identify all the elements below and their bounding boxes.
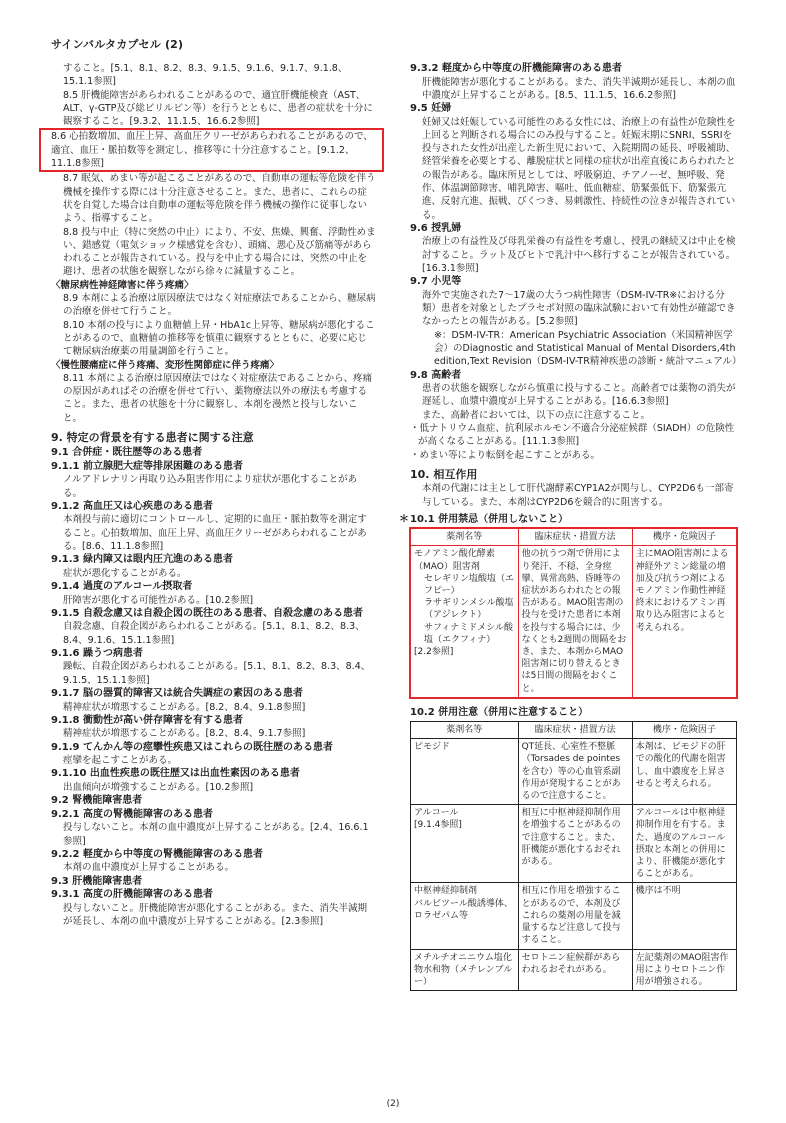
table-row: [411, 546, 737, 697]
paragraph-8-11: 8.11 本剤による治療は原因療法ではなく対症療法であることから、疼痛の原因があればその治療を併せて行い、薬物療法以外の療法も考慮すること。また、患者の状態を十分に観察し、本剤を漫然と投与しないこと。: [63, 372, 373, 424]
drug-line: セレギリン塩酸塩（エフピー）: [424, 573, 515, 596]
heading-9-1-3: 9.1.3 緑内障又は眼内圧亢進のある患者: [51, 554, 233, 566]
text-9-8-d: ・めまい等により転倒を起こすことがある。: [410, 449, 601, 461]
heading-9-1-9: 9.1.9 てんかん等の痙攣性疾患又はこれらの既往歴のある患者: [51, 741, 333, 753]
heading-9-1-2: 9.1.2 高血圧又は心疾患のある患者: [51, 500, 213, 512]
drug-line: [2.2参照]: [414, 646, 454, 657]
table-10-1-title-text: 10.1 併用禁忌（併用しないこと）: [410, 513, 569, 525]
table-cell: QT延長、心室性不整脈（Torsades de pointesを含む）等の心血管系副作用が発現することがあるので注意すること。: [518, 739, 632, 805]
heading-9-1-1: 9.1.1 前立腺肥大症等排尿困難のある患者: [51, 460, 243, 472]
heading-chronic-pain: 〈慢性腰痛症に伴う疼痛、変形性関節症に伴う疼痛〉: [51, 359, 280, 371]
paragraph-8-4-tail: すること。[5.1、8.1、8.2、8.3、9.1.5、9.1.6、9.1.7、9.1.8、15.1.1参照]: [63, 63, 348, 88]
text-9-2-2: 本剤の血中濃度が上昇することがある。: [63, 862, 235, 874]
heading-9-3: 9.3 肝機能障害患者: [51, 875, 143, 887]
table-cell: 相互に中枢神経抑制作用を増強することがあるので注意すること。また、肝機能が悪化するおそれがある。: [518, 805, 632, 883]
table-row: [411, 883, 737, 949]
note-dsm: ※：DSM-IV-TR：American Psychiatric Association（米国精神医学会）のDiagnostic and Statistical Manual of Mental Disorders,4th edition,Text Revision（DSM-IV-TR精神疾患の診断・統計マニュアル）: [434, 329, 742, 368]
paragraph-8-6-highlighted: 8.6 心拍数増加、血圧上昇、高血圧クリーゼがあらわれることがあるので、適宜、血圧・脈拍数等を測定し、推移等に十分注意すること。[9.1.2、11.1.8参照]: [39, 128, 384, 172]
table-cell-drug: メチルチオニニウム塩化物水和物（メチレンブルー）: [411, 949, 519, 991]
heading-9-3-2: 9.3.2 軽度から中等度の肝機能障害のある患者: [410, 63, 622, 74]
heading-9-1-7: 9.1.7 脳の器質的障害又は統合失調症の素因のある患者: [51, 688, 303, 700]
table-cell-drug: [411, 546, 519, 697]
heading-9-2: 9.2 腎機能障害患者: [51, 795, 143, 807]
text-10: 本剤の代謝には主として肝代謝酵素CYP1A2が関与し、CYP2D6も一部寄与している。また、本剤はCYP2D6を競合的に阻害する。: [422, 483, 734, 508]
text-9-8-b: また、高齢者においては、以下の点に注意すること。: [422, 409, 651, 421]
text-9-1-7: 精神症状が増悪することがある。[8.2、8.4、9.1.8参照]: [63, 701, 306, 713]
heading-9-2-2: 9.2.2 軽度から中等度の腎機能障害のある患者: [51, 848, 263, 860]
heading-9-5: 9.5 妊婦: [410, 103, 452, 115]
table-cell-drug: 中枢神経抑制剤 バルビツール酸誘導体、ロラゼパム等: [411, 883, 519, 949]
table-cell-drug: ピモジド: [411, 739, 519, 805]
heading-9-1-5: 9.1.5 自殺念慮又は自殺企図の既往のある患者、自殺念慮のある患者: [51, 607, 363, 619]
table-header-row: [411, 529, 737, 546]
table-header-cell: 薬剤名等: [411, 529, 519, 546]
table-row: [411, 805, 737, 883]
heading-9-2-1: 9.2.1 高度の腎機能障害のある患者: [51, 808, 213, 820]
paragraph-8-5: 8.5 肝機能障害があらわれることがあるので、適宜肝機能検査（AST、ALT、γ-GTP及び総ビリルビン等）を行うとともに、患者の症状を十分に観察すること。[9.3.2、11.1.5、16.6.2参照]: [63, 89, 373, 128]
page-number: (2): [386, 1099, 400, 1109]
heading-9-1-4: 9.1.4 過度のアルコール摂取者: [51, 581, 193, 593]
drug-line: サフィナミドメシル酸塩（エクフィナ）: [424, 622, 513, 645]
text-9-6: 治療上の有益性及び母乳栄養の有益性を考慮し、授乳の継続又は中止を検討すること。ラット及びヒトで乳汁中へ移行することが報告されている。[16.3.1参照]: [422, 236, 736, 275]
table-row: [411, 739, 737, 805]
table-10-1-title: [399, 513, 737, 526]
heading-9-1-8: 9.1.8 衝動性が高い併存障害を有する患者: [51, 714, 243, 726]
page-title: サインバルタカプセル (2): [51, 38, 184, 51]
drug-line: モノアミン酸化酵素（MAO）阻害剤: [414, 549, 495, 572]
text-9-5: 妊婦又は妊娠している可能性のある女性には、治療上の有益性が危険性を上回ると判断される場合にのみ投与すること。妊娠末期にSNRI、SSRIを投与された女性が出産した新生児において、入院期間の延長、呼吸補助、経管栄養を必要とする、離脱症状と同様の症状が出産直後にあらわれたとの報告がある。臨床所見としては、呼吸窮迫、チアノーゼ、無呼吸、発作、体温調節障害、哺乳障害、嘔吐、低血糖症、筋緊張低下、筋緊張亢進、反射亢進、振戦、びくつき、易刺激性、持続性の泣きが報告されている。: [422, 116, 736, 221]
table-header-cell: 臨床症状・措置方法: [518, 529, 632, 546]
paragraph-8-9: 8.9 本剤による治療は原因療法ではなく対症療法であることから、糖尿病の治療を併せて行うこと。: [63, 293, 376, 318]
paragraph-8-8: 8.8 投与中止（特に突然の中止）により、不安、焦燥、興奮、浮動性めまい、錯感覚（電気ショック様感覚を含む）、頭痛、悪心及び筋痛等があらわれることが報告されている。投与を中止する場合には、突然の中止を避け、患者の状態を観察しながら徐々に減量すること。: [63, 226, 376, 278]
heading-9-8: 9.8 高齢者: [410, 369, 462, 381]
text-9-1-2: 本剤投与前に適切にコントロールし、定期的に血圧・脈拍数等を測定すること。心拍数増加、血圧上昇、高血圧クリーゼがあらわれることがある。[8.6、11.1.8参照]: [63, 514, 367, 552]
table-row: [411, 949, 737, 991]
section-9-heading: 9. 特定の背景を有する患者に関する注意: [51, 431, 254, 445]
heading-9-1-10: 9.1.10 出血性疾患の既往歴又は出血性素因のある患者: [51, 768, 300, 780]
table-cell: アルコールは中枢神経抑制作用を有する。また、過度のアルコール摂取と本剤との併用により、肝機能が悪化することがある。: [632, 805, 736, 883]
text-9-1-10: 出血傾向が増強することがある。[10.2参照]: [63, 781, 254, 793]
revision-mark: ＊: [399, 513, 409, 525]
table-header-cell: 機序・危険因子: [632, 722, 736, 739]
table-cell: 左記薬剤のMAO阻害作用によりセロトニン作用が増強される。: [632, 949, 736, 991]
left-column: [51, 62, 376, 928]
table-10-1: [410, 528, 737, 698]
text-9-1-5: 自殺念慮、自殺企図があらわれることがある。[5.1、8.1、8.2、8.3、8.4、9.1.6、15.1.1参照]: [63, 621, 365, 646]
section-10-heading: 10. 相互作用: [410, 467, 478, 481]
table-cell: 相互に作用を増強することがあるので、本剤及びこれらの薬剤の用量を減量するなど注意して投与すること。: [518, 883, 632, 949]
paragraph-8-10: 8.10 本剤の投与により血糖値上昇・HbA1c上昇等、糖尿病が悪化することがあるので、血糖値の推移等を慎重に観察するとともに、必要に応じて糖尿病治療薬の用量調節を行うこと。: [63, 319, 375, 358]
right-column: [399, 62, 742, 991]
text-9-1-6: 躁転、自殺企図があらわれることがある。[5.1、8.1、8.2、8.3、8.4、9.1.5、15.1.1参照]: [63, 661, 371, 686]
text-9-1-8: 精神症状が増悪することがある。[8.2、8.4、9.1.7参照]: [63, 728, 306, 740]
table-cell: セロトニン症候群があらわれるおそれがある。: [518, 949, 632, 991]
heading-9-1-6: 9.1.6 躁うつ病患者: [51, 647, 143, 659]
text-9-3-1: 投与しないこと。肝機能障害が悪化することがある。また、消失半減期が延長し、本剤の血中濃度が上昇することがある。[2.3参照]: [63, 902, 368, 927]
table-header-cell: 臨床症状・措置方法: [518, 722, 632, 739]
text-9-1-1: ノルアドレナリン再取り込み阻害作用により症状が悪化することがある。: [63, 474, 358, 499]
table-header-row: [411, 722, 737, 739]
table-cell: 機序は不明: [632, 883, 736, 949]
text-9-3-2: 肝機能障害が悪化することがある。また、消失半減期が延長し、本剤の血中濃度が上昇することがある。[8.5、11.1.5、16.6.2参照]: [422, 76, 736, 101]
table-cell-drug: アルコール [9.1.4参照]: [411, 805, 519, 883]
heading-9-6: 9.6 授乳婦: [410, 222, 462, 234]
table-header-cell: 機序・危険因子: [632, 529, 736, 546]
text-9-7: 海外で実施された7～17歳の大うつ病性障害（DSM-IV-TR※における分類）患者を対象としたプラセボ対照の臨床試験において有効性が確認できなかったとの報告がある。[5.2参照]: [422, 289, 736, 328]
heading-diabetic-neuropathy: 〈糖尿病性神経障害に伴う疼痛〉: [51, 279, 194, 291]
heading-9-7: 9.7 小児等: [410, 276, 462, 288]
paragraph-8-7: 8.7 眠気、めまい等が起こることがあるので、自動車の運転等危険を伴う機械を操作する際には十分注意させること。また、患者に、これらの症状を自覚した場合は自動車の運転等危険を伴う機械の操作に従事しないよう、指導すること。: [63, 173, 376, 225]
text-9-2-1: 投与しないこと。本剤の血中濃度が上昇することがある。[2.4、16.6.1参照]: [63, 822, 369, 847]
table-header-cell: 薬剤名等: [411, 722, 519, 739]
table-cell: 主にMAO阻害剤による神経外アミン総量の増加及び抗うつ剤によるモノアミン作動性神経終末におけるアミン再取り込み阻害によると考えられる。: [632, 546, 736, 697]
table-cell: 本剤は、ピモジドの肝での酸化的代謝を阻害し、血中濃度を上昇させると考えられる。: [632, 739, 736, 805]
text-9-8-c: ・低ナトリウム血症、抗利尿ホルモン不適合分泌症候群（SIADH）の危険性が高くなることがある。[11.1.3参照]: [410, 423, 735, 448]
drug-line: ラサギリンメシル酸塩（アジレクト）: [424, 598, 514, 621]
heading-9-3-1: 9.3.1 高度の肝機能障害のある患者: [51, 889, 213, 901]
table-10-2: [410, 721, 737, 991]
table-10-2-title: 10.2 併用注意（併用に注意すること）: [410, 706, 589, 718]
text-9-1-4: 肝障害が悪化する可能性がある。[10.2参照]: [63, 594, 254, 606]
table-cell: 他の抗うつ剤で併用により発汗、不穏、全身痙攣、異常高熱、昏睡等の症状があらわれたとの報告がある。MAO阻害剤の投与を受けた患者に本剤を投与する場合には、少なくとも2週間の間隔をおき、また、本剤からMAO阻害剤に切り替えるときは5日間の間隔をおくこと。: [518, 546, 632, 697]
text-9-8-a: 患者の状態を観察しながら慎重に投与すること。高齢者では薬物の消失が遅延し、血漿中濃度が上昇することがある。[16.6.3参照]: [422, 383, 736, 408]
text-9-1-9: 痙攣を起こすことがある。: [63, 755, 178, 767]
text-9-1-3: 症状が悪化することがある。: [63, 567, 187, 579]
heading-9-1: 9.1 合併症・既往歴等のある患者: [51, 447, 203, 459]
